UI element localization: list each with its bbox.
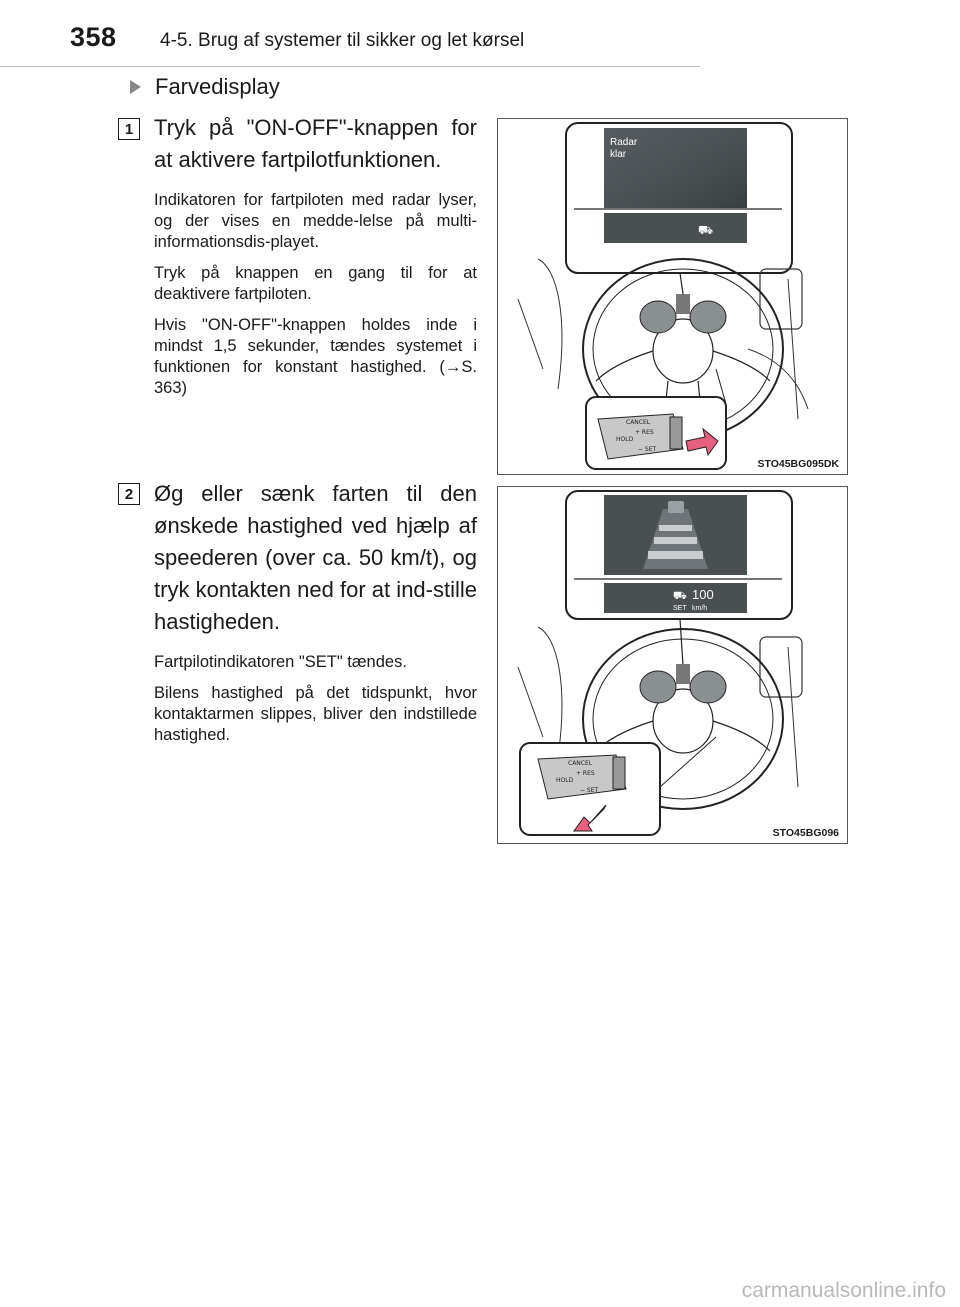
step-2-text [154,478,477,756]
header-divider [0,66,700,67]
step-1-instruction: Tryk på "ON-OFF"-knappen for at aktivere fartpilotfunktionen. [154,115,477,172]
figure-1 [497,118,848,475]
set-speed-value: 100 [692,587,714,602]
step-1-note-3: Hvis "ON-OFF"-knappen holdes inde i mindst 1,5 sekunder, tændes systemet i funktionen for konstant hastighed. (→S. 363) [154,316,477,397]
step-number-2: 2 [118,483,140,505]
lever-label-res: + RES [635,429,654,436]
figure-2-code: STO45BG096 [772,827,839,839]
lever-label-set-2: − SET [580,787,599,794]
section-title: Farvedisplay [155,74,280,99]
figure-2 [497,486,848,844]
set-label: SET [673,605,687,612]
page-number: 358 [70,22,117,52]
watermark: carmanualsonline.info [741,1279,946,1302]
section-heading [130,74,280,100]
step-2-instruction: Øg eller sænk farten til den ønskede hastighed ved hjælp af speederen (over ca. 50 km/t), og tryk kontakten ned for at ind-stille hastigheden. [154,481,477,634]
step-1-note-2: Tryk på knappen en gang til for at deaktivere fartpiloten. [154,264,477,303]
lever-label-hold: HOLD [616,436,634,443]
lever-label-cancel-2: CANCEL [568,760,593,767]
lever-label-cancel: CANCEL [626,419,651,426]
step-2-note-2: Bilens hastighed på det tidspunkt, hvor kontaktarmen slippes, bliver den indstillede hastighed. [154,684,477,744]
steering-wheel-illustration-1 [498,119,847,474]
triangle-bullet-icon [130,80,141,94]
lever-label-hold-2: HOLD [556,777,574,784]
screen-text-klar: klar [610,149,627,160]
steering-wheel-illustration-2 [498,487,847,843]
lever-label-set: − SET [638,446,657,453]
screen-text-radar: Radar [610,137,638,148]
speed-unit: km/h [692,605,708,612]
step-number-1: 1 [118,118,140,140]
step-1-note-1: Indikatoren for fartpiloten med radar lyser, og der vises en medde-lelse på multi-informationsdis-playet. [154,191,477,251]
figure-1-code: STO45BG095DK [757,458,839,470]
radar-cruise-icon-2: ⛟ [673,589,687,602]
chapter-title: 4-5. Brug af systemer til sikker og let kørsel [160,30,525,51]
lever-label-res-2: + RES [576,770,595,777]
step-1-text [154,112,477,409]
radar-cruise-icon: ⛟ [698,223,714,237]
step-2-note-1: Fartpilotindikatoren "SET" tændes. [154,653,407,671]
